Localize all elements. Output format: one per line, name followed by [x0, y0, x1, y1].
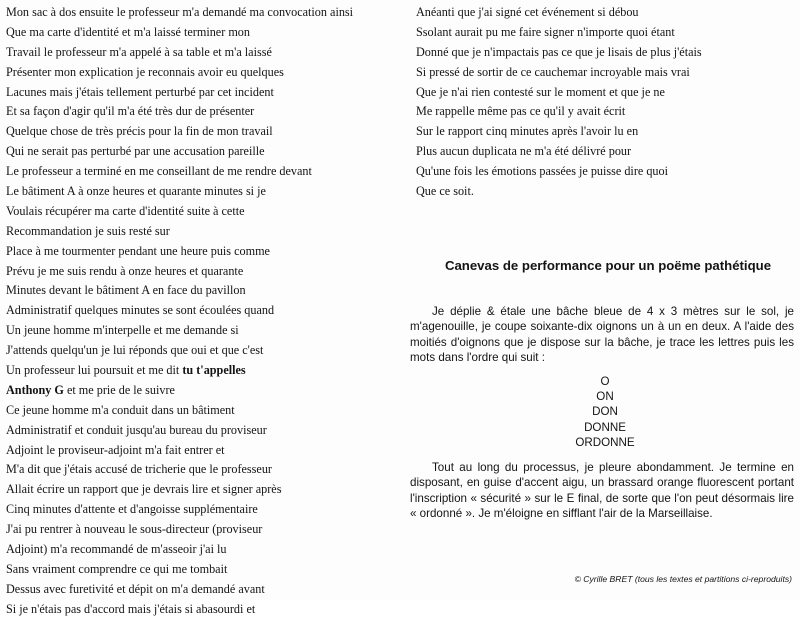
poem-line: Prévu je me suis rendu à onze heures et quarante — [6, 263, 244, 278]
poem-line-suffix: et me prie de le suivre — [63, 382, 175, 397]
word-stack-item: DONNE — [584, 420, 626, 434]
word-stack-item: DON — [592, 405, 618, 419]
poem-line: Lacunes mais j'étais tellement perturbé par cet incident — [6, 84, 274, 99]
poem-line-with-bold — [6, 381, 401, 401]
word-stack — [570, 374, 640, 450]
poem-line: Et sa façon d'agir qu'il m'a été très dur de présenter — [6, 104, 255, 119]
poem-line: M'a dit que j'étais accusé de tricherie que le professeur — [6, 462, 272, 477]
poem-line: Cinq minutes d'attente et d'angoisse supplémentaire — [6, 502, 258, 517]
poem-line: Allait écrire un rapport que je devrais lire et signer après — [6, 482, 282, 497]
poem-line: Que je n'ai rien contesté sur le moment et que je ne — [416, 84, 665, 99]
poem-line: Qu'une fois les émotions passées je puisse dire quoi — [416, 164, 668, 179]
poem-line: Recommandation je suis resté sur — [6, 223, 170, 238]
poem-line: Sur le rapport cinq minutes après l'avoir lu en — [416, 124, 639, 139]
poem-line: Me rappelle même pas ce qu'il y avait écrit — [416, 104, 626, 119]
poem-line: Dessus avec furetivité et dépit on m'a demandé avant — [6, 581, 265, 596]
poem-line-with-bold — [6, 361, 401, 381]
poem-line: Que ma carte d'identité et m'a laissé terminer mon — [6, 24, 250, 39]
poem-line: Si pressé de sortir de ce cauchemar incroyable mais vrai — [416, 64, 690, 79]
canvas-paragraph-1: Je déplie & étale une bâche bleue de 4 x 3 mètres sur le sol, je m'agenouille, je coupe soixante-dix oignons un à un en deux. A l'aide des moitiés d'oignons que je dispose sur la bâche, je trace les lettres puis les mots dans l'ordre qui suit : — [410, 305, 794, 365]
poem-line: Donné que je n'impactais pas ce que je lisais de plus j'étais — [416, 44, 702, 59]
poem-line-prefix: Un professeur lui poursuit et me dit — [6, 363, 183, 378]
poem-line: Adjoint) m'a recommandé de m'asseoir j'ai lu — [6, 542, 227, 557]
poem-line: Travail le professeur m'a appelé à sa table et m'a laissé — [6, 44, 272, 59]
word-stack-item: O — [600, 375, 610, 388]
poem-line: Un jeune homme m'interpelle et me demande si — [6, 323, 239, 338]
poem-left-column — [6, 3, 401, 620]
poem-line: Présenter mon explication je reconnais avoir eu quelques — [6, 64, 284, 79]
poem-line: Administratif quelques minutes se sont écoulées quand — [6, 303, 275, 318]
poem-line: Place à me tourmenter pendant une heure puis comme — [6, 243, 270, 258]
poem-line: J'ai pu rentrer à nouveau le sous-directeur (proviseur — [6, 522, 263, 537]
word-stack-item: ON — [596, 390, 614, 404]
poem-bold-name: Anthony G — [6, 382, 64, 397]
poem-line: Sans vraiment comprendre ce qui me tombait — [6, 561, 228, 576]
poem-line: Ce jeune homme m'a conduit dans un bâtiment — [6, 402, 235, 417]
poem-line: Si je n'étais pas d'accord mais j'étais si abasourdi et — [6, 601, 256, 616]
copyright-credit: © Cyrille BRET (tous les textes et partitions ci-reproduits) — [574, 574, 792, 584]
poem-line: J'attends quelqu'un je lui réponds que oui et que c'est — [6, 343, 264, 358]
word-stack-item: ORDONNE — [575, 435, 635, 449]
poem-line: Le bâtiment A à onze heures et quarante minutes si je — [6, 184, 266, 199]
poem-line: Plus aucun duplicata ne m'a été délivré pour — [416, 144, 632, 159]
poem-line: Que ce soit. — [416, 184, 474, 199]
poem-bold-phrase: tu t'appelles — [182, 363, 246, 378]
canvas-title: Canevas de performance pour un poëme pathétique — [444, 258, 772, 273]
poem-line: Minutes devant le bâtiment A en face du pavillon — [6, 283, 246, 298]
canvas-paragraph-2: Tout au long du processus, je pleure abondamment. Je termine en disposant, en guise d'accent aigu, un brassard orange fluorescent portant l'inscription « sécurité » sur le E final, de sorte que l'on peut désormais lire « ordonné ». Je m'éloigne en sifflant l'air de la Marseillaise. — [410, 461, 794, 521]
poem-line: Ssolant aurait pu me faire signer n'importe quoi étant — [416, 24, 675, 39]
poem-line: Mon sac à dos ensuite le professeur m'a demandé ma convocation ainsi — [6, 5, 354, 19]
poem-line: Quelque chose de très précis pour la fin de mon travail — [6, 124, 273, 139]
poem-right-column — [416, 3, 800, 202]
poem-line: Adjoint le proviseur-adjoint m'a fait entrer et — [6, 442, 225, 457]
poem-line: Administratif et conduit jusqu'au bureau du proviseur — [6, 422, 267, 437]
poem-line: Voulais récupérer ma carte d'identité suite à cette — [6, 203, 245, 218]
poem-line: Le professeur a terminé en me conseillant de me rendre devant — [6, 164, 312, 179]
poem-line: Qui ne serait pas perturbé par une accusation pareille — [6, 144, 265, 159]
poem-line: Anéanti que j'ai signé cet événement si débou — [416, 5, 639, 19]
